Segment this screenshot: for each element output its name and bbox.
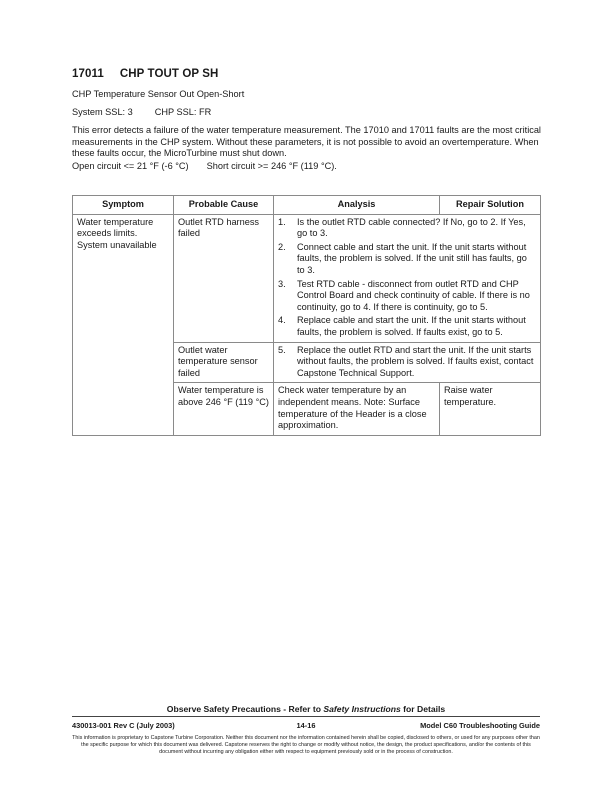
- open-circuit: Open circuit <= 21 °F (-6 °C): [72, 161, 189, 171]
- ssl-line: [72, 107, 211, 117]
- analysis-step: [278, 217, 536, 240]
- fault-name: CHP TOUT OP SH: [119, 68, 219, 80]
- cause-cell: Outlet water temperature sensor failed: [174, 342, 274, 383]
- chp-ssl: CHP SSL: FR: [154, 107, 212, 117]
- system-ssl: System SSL: 3: [72, 107, 133, 117]
- step-number: 3.: [278, 278, 286, 289]
- header-repair-solution: Repair Solution: [440, 196, 541, 215]
- header-probable-cause: Probable Cause: [174, 196, 274, 215]
- header-symptom: Symptom: [73, 196, 174, 215]
- guide-title: Model C60 Troubleshooting Guide: [420, 721, 540, 730]
- short-circuit: Short circuit >= 246 °F (119 °C).: [206, 161, 337, 171]
- table-header-row: [73, 196, 541, 215]
- step-number: 1.: [278, 216, 286, 227]
- fault-subtitle: CHP Temperature Sensor Out Open-Short: [72, 89, 245, 99]
- analysis-step: [278, 345, 536, 380]
- step-number: 4.: [278, 315, 286, 326]
- table-row: [73, 214, 541, 342]
- document-number: 430013-001 Rev C (July 2003): [72, 721, 175, 730]
- footer-divider: [72, 716, 540, 717]
- analysis-steps: [278, 217, 536, 339]
- proprietary-disclaimer: This information is proprietary to Capstone Turbine Corporation. Neither this document nor the information contained herein shall be copied, disclosed to others, or used for any purposes other than the specific purpose for which this document was delivered. Capstone reserves the right to change or modify without notice, the design, the product specifications, and/or the contents of this document without incurring any obligation either with respect to equipment previously sold or in the process of construction.: [72, 735, 540, 755]
- analysis-cell: Check water temperature by an independent means. Note: Surface temperature of the Header is a close approximation.: [274, 383, 440, 435]
- safety-instructions-ref: Safety Instructions: [323, 704, 401, 714]
- fault-description: This error detects a failure of the water temperature measurement. The 17010 and 17011 faults are the most critical measurements in the CHP system. Without these parameters, it is not possible to avoid an overtemperature. When these faults occur, the MicroTurbine must shut down.: [72, 125, 541, 159]
- circuit-thresholds: [72, 161, 337, 171]
- analysis-step: [278, 242, 536, 277]
- troubleshooting-table: [72, 195, 541, 436]
- safety-suffix: for Details: [400, 704, 446, 714]
- cause-cell: Water temperature is above 246 °F (119 °C): [174, 383, 274, 435]
- step-text: Test RTD cable - disconnect from outlet RTD and CHP Control Board and check continuity of cable. If there is no continuity, go to 4. If there is continuity, go to 5.: [297, 278, 530, 312]
- step-number: 5.: [278, 344, 286, 355]
- analysis-cell: [274, 214, 541, 342]
- step-text: Replace the outlet RTD and start the unit. If the unit starts without faults, the problem is solved. If faults exist, contact Capstone Technical Support.: [297, 344, 534, 378]
- step-text: Replace cable and start the unit. If the unit starts without faults, the problem is solved. If faults exist, go to 5.: [297, 315, 526, 337]
- header-analysis: Analysis: [274, 196, 440, 215]
- safety-prefix: Observe Safety Precautions - Refer to: [166, 704, 324, 714]
- analysis-step: [278, 315, 536, 338]
- page-number: 14-16: [296, 721, 316, 730]
- safety-notice: [72, 704, 540, 714]
- analysis-cell: [274, 342, 541, 383]
- analysis-step: [278, 279, 536, 314]
- step-text: Is the outlet RTD cable connected? If No, go to 2. If Yes, go to 3.: [297, 216, 526, 239]
- fault-code: 17011: [72, 68, 104, 80]
- symptom-cell: Water temperature exceeds limits. System unavailable: [73, 214, 174, 435]
- analysis-steps: [278, 345, 536, 380]
- repair-cell: Raise water temperature.: [440, 383, 541, 435]
- cause-cell: Outlet RTD harness failed: [174, 214, 274, 342]
- fault-heading: [72, 68, 218, 80]
- step-number: 2.: [278, 241, 286, 252]
- step-text: Connect cable and start the unit. If the unit starts without faults, the problem is solved. If the unit still has faults, go to 3.: [297, 241, 527, 275]
